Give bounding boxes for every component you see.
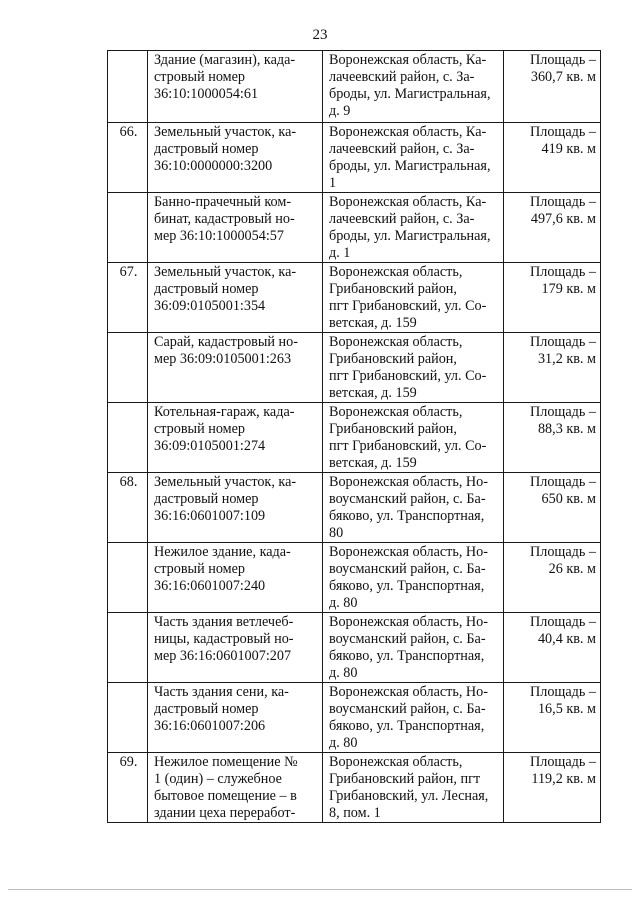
object-line: дастровый номер (154, 281, 259, 297)
address-line: бяково, ул. Транспортная, (329, 648, 485, 664)
area-line: 650 кв. м (541, 491, 596, 507)
address-line: бяково, ул. Транспортная, (329, 508, 485, 524)
object-line: 36:10:0000000:3200 (154, 158, 273, 174)
address-line: Воронежская область, Ка- (329, 52, 487, 68)
address-line: 80 (329, 525, 344, 541)
address-line: лачеевский район, с. За- (329, 211, 475, 227)
area-line: 179 кв. м (541, 281, 596, 297)
object-description (148, 613, 323, 683)
object-line: мер 36:10:1000054:57 (154, 228, 284, 244)
area-line: 88,3 кв. м (537, 421, 596, 437)
address-line: пгт Грибановский, ул. Со- (329, 438, 487, 454)
area-line: 40,4 кв. м (537, 631, 596, 647)
table-row (108, 333, 601, 403)
address-line: д. 80 (329, 595, 358, 611)
address-line: пгт Грибановский, ул. Со- (329, 298, 487, 314)
object-address (323, 613, 504, 683)
address-line: Грибановский район, (329, 351, 457, 367)
address-line: Грибановский район, пгт (329, 771, 481, 787)
area-line: Площадь – (530, 614, 596, 630)
object-address (323, 753, 504, 823)
address-line: пгт Грибановский, ул. Со- (329, 368, 487, 384)
address-line: Воронежская область, (329, 404, 463, 420)
area-line: Площадь – (530, 754, 596, 770)
address-line: Воронежская область, Но- (329, 614, 488, 630)
address-line: Воронежская область, Но- (329, 474, 488, 490)
object-description (148, 683, 323, 753)
address-line: броды, ул. Магистральная, (329, 86, 491, 102)
object-line: здании цеха переработ- (154, 805, 296, 821)
area-line: 16,5 кв. м (537, 701, 596, 717)
address-line: д. 1 (329, 245, 351, 261)
address-line: Грибановский, ул. Лесная, (329, 788, 489, 804)
object-line: мер 36:16:0601007:207 (154, 648, 292, 664)
object-line: стровый номер (154, 69, 246, 85)
object-description (148, 473, 323, 543)
object-line: 1 (один) – служебное (154, 771, 282, 787)
object-line: бытовое помещение – в (154, 788, 297, 804)
address-line: ветская, д. 159 (329, 455, 417, 471)
object-description (148, 51, 323, 123)
object-description (148, 263, 323, 333)
address-line: д. 80 (329, 665, 358, 681)
object-line: Земельный участок, ка- (154, 474, 297, 490)
area-line: Площадь – (530, 404, 596, 420)
object-area (504, 473, 601, 543)
object-area (504, 683, 601, 753)
address-line: 1 (329, 175, 337, 191)
object-line: Нежилое здание, када- (154, 544, 291, 560)
object-description (148, 193, 323, 263)
address-line: Грибановский район, (329, 421, 457, 437)
object-line: Земельный участок, ка- (154, 124, 297, 140)
object-line: Котельная-гараж, када- (154, 404, 295, 420)
table-row (108, 123, 601, 193)
object-line: стровый номер (154, 421, 246, 437)
address-line: Воронежская область, Ка- (329, 194, 487, 210)
object-address (323, 263, 504, 333)
object-area (504, 333, 601, 403)
address-line: бяково, ул. Транспортная, (329, 578, 485, 594)
object-line: дастровый номер (154, 491, 259, 507)
area-line: Площадь – (530, 194, 596, 210)
address-line: ветская, д. 159 (329, 385, 417, 401)
object-line: Здание (магазин), када- (154, 52, 296, 68)
object-line: 36:16:0601007:206 (154, 718, 266, 734)
row-number (108, 51, 148, 123)
address-line: Воронежская область, Но- (329, 544, 488, 560)
area-line: 31,2 кв. м (537, 351, 596, 367)
object-line: мер 36:09:0105001:263 (154, 351, 292, 367)
address-line: Воронежская область, Но- (329, 684, 488, 700)
object-line: 36:16:0601007:109 (154, 508, 266, 524)
area-line: Площадь – (530, 544, 596, 560)
row-number (108, 613, 148, 683)
table-row (108, 473, 601, 543)
object-line: ницы, кадастровый но- (154, 631, 294, 647)
object-line: дастровый номер (154, 141, 259, 157)
area-line: Площадь – (530, 334, 596, 350)
object-description (148, 333, 323, 403)
area-line: 497,6 кв. м (530, 211, 596, 227)
object-description (148, 403, 323, 473)
property-table (107, 50, 601, 823)
object-description (148, 123, 323, 193)
object-address (323, 683, 504, 753)
address-line: Воронежская область, (329, 754, 463, 770)
object-address (323, 51, 504, 123)
object-address (323, 403, 504, 473)
area-line: 419 кв. м (541, 141, 596, 157)
area-line: 360,7 кв. м (530, 69, 596, 85)
object-line: 36:16:0601007:240 (154, 578, 266, 594)
table-row (108, 543, 601, 613)
object-description (148, 543, 323, 613)
address-line: Воронежская область, (329, 334, 463, 350)
object-address (323, 123, 504, 193)
object-address (323, 473, 504, 543)
object-line: дастровый номер (154, 701, 259, 717)
object-area (504, 543, 601, 613)
area-line: 26 кв. м (548, 561, 596, 577)
address-line: воусманский район, с. Ба- (329, 631, 486, 647)
area-line: 119,2 кв. м (531, 771, 596, 787)
row-number (108, 193, 148, 263)
address-line: Грибановский район, (329, 281, 457, 297)
address-line: воусманский район, с. Ба- (329, 561, 486, 577)
area-line: Площадь – (530, 264, 596, 280)
row-number (108, 683, 148, 753)
object-line: 36:10:1000054:61 (154, 86, 259, 102)
area-line: Площадь – (530, 52, 596, 68)
object-description (148, 753, 323, 823)
table-row (108, 403, 601, 473)
object-address (323, 543, 504, 613)
address-line: броды, ул. Магистральная, (329, 158, 491, 174)
row-number: 67. (108, 263, 148, 333)
address-line: лачеевский район, с. За- (329, 141, 475, 157)
object-area (504, 403, 601, 473)
row-number: 66. (108, 123, 148, 193)
object-line: стровый номер (154, 561, 246, 577)
address-line: Воронежская область, (329, 264, 463, 280)
address-line: воусманский район, с. Ба- (329, 701, 486, 717)
object-address (323, 193, 504, 263)
address-line: бяково, ул. Транспортная, (329, 718, 485, 734)
object-area (504, 753, 601, 823)
object-line: Часть здания сени, ка- (154, 684, 289, 700)
address-line: воусманский район, с. Ба- (329, 491, 486, 507)
table-row (108, 683, 601, 753)
table-row (108, 193, 601, 263)
table-row (108, 753, 601, 823)
address-line: д. 9 (329, 103, 351, 119)
table-row (108, 263, 601, 333)
object-line: Земельный участок, ка- (154, 264, 297, 280)
object-area (504, 193, 601, 263)
area-line: Площадь – (530, 474, 596, 490)
address-line: д. 80 (329, 735, 358, 751)
object-address (323, 333, 504, 403)
object-line: Банно-прачечный ком- (154, 194, 292, 210)
page-number: 23 (312, 27, 328, 43)
object-area (504, 613, 601, 683)
address-line: лачеевский район, с. За- (329, 69, 475, 85)
object-line: бинат, кадастровый но- (154, 211, 295, 227)
object-line: 36:09:0105001:274 (154, 438, 266, 454)
object-area (504, 263, 601, 333)
address-line: Воронежская область, Ка- (329, 124, 487, 140)
area-line: Площадь – (530, 684, 596, 700)
object-line: Нежилое помещение № (154, 754, 298, 770)
row-number (108, 333, 148, 403)
object-line: Сарай, кадастровый но- (154, 334, 298, 350)
object-line: 36:09:0105001:354 (154, 298, 266, 314)
table-row (108, 613, 601, 683)
address-line: ветская, д. 159 (329, 315, 417, 331)
address-line: броды, ул. Магистральная, (329, 228, 491, 244)
area-line: Площадь – (530, 124, 596, 140)
object-area (504, 123, 601, 193)
row-number (108, 403, 148, 473)
row-number (108, 543, 148, 613)
address-line: 8, пом. 1 (329, 805, 381, 821)
bottom-divider (8, 889, 632, 890)
table-row (108, 51, 601, 123)
object-line: Часть здания ветлечеб- (154, 614, 294, 630)
object-area (504, 51, 601, 123)
row-number: 68. (108, 473, 148, 543)
row-number: 69. (108, 753, 148, 823)
